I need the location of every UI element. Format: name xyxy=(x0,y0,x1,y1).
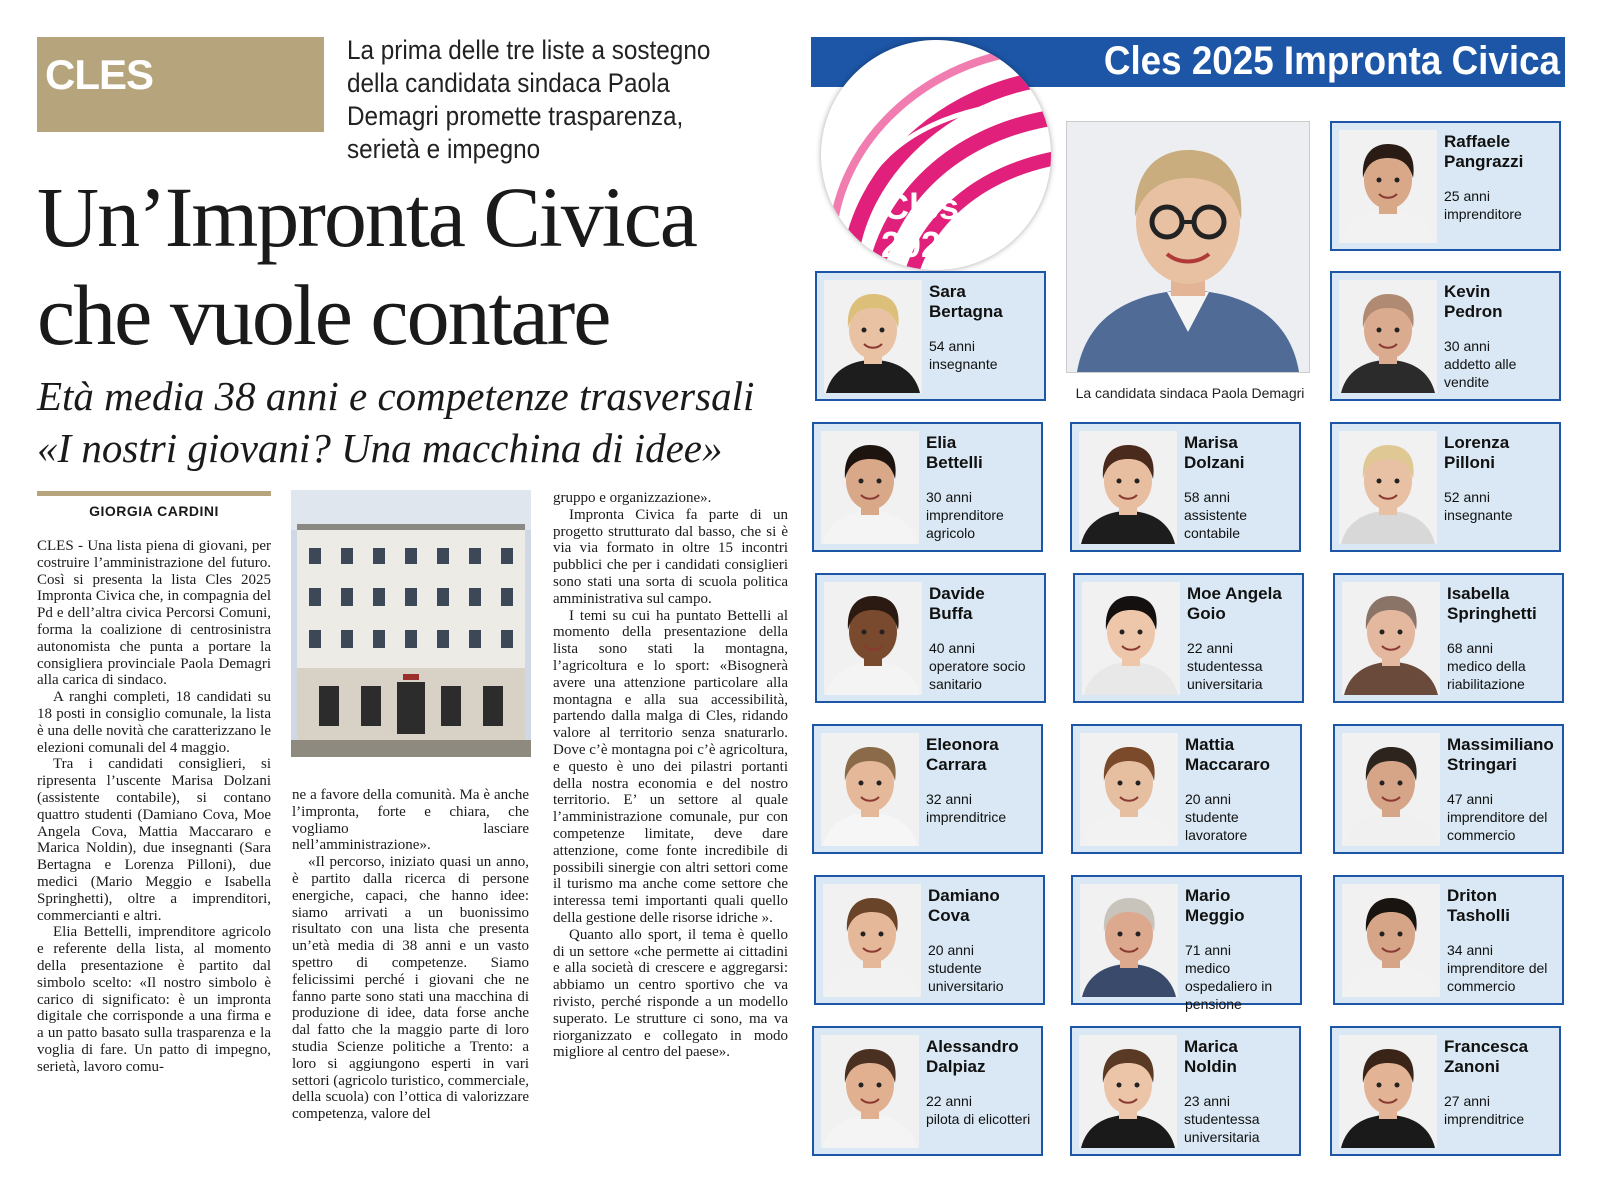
candidate-first-name: Damiano xyxy=(928,886,1000,905)
byline-rule xyxy=(37,491,271,496)
candidate-age: 47 anni xyxy=(1447,791,1493,807)
candidate-role: studentessa universitaria xyxy=(1187,658,1263,692)
article-paragraph: Tra i candidati consiglieri, si ripresenta l’uscente Marisa Dolzani (assistente contabile), si contano quattro studenti (Damiano Cova, Moe Angela Cova, Mattia Maccararo e Marica Noldin), due insegnanti (Sara Bertagna e Lorenza Pilloni), due medici (Mario Meggio e Isabella Springhetti), oltre a imprenditori, commercianti e altri. xyxy=(37,756,271,924)
candidate-first-name: Sara xyxy=(929,282,966,301)
candidate-card xyxy=(812,422,1043,552)
candidate-role: imprenditrice xyxy=(926,809,1007,825)
candidate-age: 58 anni xyxy=(1184,489,1230,505)
torn-edge-decoration xyxy=(37,118,324,134)
article-paragraph: «Il percorso, iniziato quasi un anno, è partito dalla ricerca di persone energiche, capaci, che hanno idee: siamo arrivati a un buonissimo risultato con una lista che presenta un’età media di 38 anni e un vasto spettro di competenze. Siamo felicissimi perché i giovani che ne fanno parte sono stati una macchina di produzione di idee, data forse anche dal fatto che la maggio parte di loro studia Scienze politiche a Trento: a loro si aggiungono esperti in vari settori (agricolo turistico, commerciale, della scuola) con l’ottica di valorizzare competenza, valore del xyxy=(292,854,529,1123)
candidate-name xyxy=(1184,1037,1302,1077)
candidate-first-name: Marica xyxy=(1184,1037,1238,1056)
candidate-name xyxy=(1187,584,1305,624)
candidate-age: 30 anni xyxy=(1444,338,1490,354)
candidate-first-name: Eleonora xyxy=(926,735,999,754)
candidate-last-name: Pilloni xyxy=(1444,453,1495,472)
candidate-name xyxy=(1447,584,1565,624)
candidate-portrait xyxy=(1339,130,1437,243)
candidate-first-name: Lorenza xyxy=(1444,433,1510,452)
candidate-card xyxy=(814,875,1045,1005)
candidate-age: 52 anni xyxy=(1444,489,1490,505)
candidate-card xyxy=(1333,573,1564,703)
candidate-age: 32 anni xyxy=(926,791,972,807)
candidate-age: 68 anni xyxy=(1447,640,1493,656)
candidate-card xyxy=(1333,875,1564,1005)
candidate-age: 22 anni xyxy=(1187,640,1233,656)
candidate-last-name: Cova xyxy=(928,906,970,925)
candidate-role: imprenditrice xyxy=(1444,1111,1525,1127)
candidate-role: medico ospedaliero in pensione xyxy=(1185,960,1273,1012)
candidate-card xyxy=(1071,724,1302,854)
banner-title: Cles 2025 Impronta Civica xyxy=(1103,39,1560,83)
candidate-role: imprenditore del commercio xyxy=(1447,809,1548,843)
article-paragraph: Elia Bettelli, imprenditore agricolo e referente della lista, al momento della presentazione è partito dal simbolo scelto: «Il nostro simbolo è carico di significato: è un impronta digitale che corrisponde a una firma e a un patto basato sulla trasparenza e la voglia di fare. Un patto di impegno, serietà, lavoro comu- xyxy=(37,924,271,1075)
candidate-portrait xyxy=(821,733,919,846)
candidate-last-name: Carrara xyxy=(926,755,987,774)
candidate-last-name: Meggio xyxy=(1185,906,1245,925)
candidate-first-name: Mattia xyxy=(1185,735,1235,754)
candidate-last-name: Bettelli xyxy=(926,453,983,472)
candidate-first-name: Moe Angela xyxy=(1187,584,1282,603)
candidate-name xyxy=(926,1037,1044,1077)
candidate-role: imprenditore del commercio xyxy=(1447,960,1548,994)
candidate-portrait xyxy=(824,280,922,393)
candidate-first-name: Massimiliano xyxy=(1447,735,1554,754)
logo-text xyxy=(821,188,1021,264)
section-tag-label: CLES xyxy=(45,51,154,98)
candidate-portrait xyxy=(1079,1035,1177,1148)
candidate-last-name: Pangrazzi xyxy=(1444,152,1524,171)
candidate-age: 25 anni xyxy=(1444,188,1490,204)
candidate-card xyxy=(1330,1026,1561,1156)
logo-line-1: Cles xyxy=(882,186,960,227)
candidate-name xyxy=(1447,886,1565,926)
candidate-portrait xyxy=(821,1035,919,1148)
article-paragraph: ne a favore della comunità. Ma è anche l’impronta, forte e chiara, che vogliamo lasciare nell’amministrazione». xyxy=(292,787,529,854)
candidate-role: imprenditore agricolo xyxy=(926,507,1004,541)
candidate-card xyxy=(1071,875,1302,1012)
candidate-age: 54 anni xyxy=(929,338,975,354)
candidate-name xyxy=(1444,132,1562,172)
candidate-last-name: Pedron xyxy=(1444,302,1503,321)
candidate-role: studentessa universitaria xyxy=(1184,1111,1260,1145)
mayor-portrait xyxy=(1066,121,1310,373)
article-paragraph: CLES - Una lista piena di giovani, per costruire l’amministrazione del futuro. Così si presenta la lista Cles 2025 Impronta Civica che, in compagnia del Pd e dell’altra civica Percorsi Comuni, forma la coalizione di centrosinistra autonomista che punta a portare la consigliera provinciale Paola Demagri alla carica di sindaco. xyxy=(37,538,271,689)
candidate-card xyxy=(1333,724,1564,854)
candidate-name xyxy=(1444,282,1562,322)
candidate-last-name: Springhetti xyxy=(1447,604,1537,623)
candidate-last-name: Buffa xyxy=(929,604,973,623)
town-hall-photo xyxy=(291,490,531,757)
candidate-portrait xyxy=(1339,1035,1437,1148)
candidate-name xyxy=(1185,886,1303,926)
candidate-role: medico della riabilitazione xyxy=(1447,658,1526,692)
candidate-role: studente lavoratore xyxy=(1185,809,1248,843)
candidate-last-name: Bertagna xyxy=(929,302,1003,321)
candidate-age: 20 anni xyxy=(1185,791,1231,807)
candidate-portrait xyxy=(1079,431,1177,544)
candidate-last-name: Noldin xyxy=(1184,1057,1237,1076)
candidate-card xyxy=(1070,1026,1301,1156)
candidate-name xyxy=(1185,735,1303,775)
candidate-last-name: Tasholli xyxy=(1447,906,1510,925)
candidate-role: assistente contabile xyxy=(1184,507,1248,541)
candidate-role: operatore socio sanitario xyxy=(929,658,1026,692)
candidate-portrait xyxy=(824,582,922,695)
logo-line-2: 2025 xyxy=(880,224,962,265)
candidate-portrait xyxy=(1342,733,1440,846)
candidate-first-name: Alessandro xyxy=(926,1037,1019,1056)
candidate-role: insegnante xyxy=(1444,507,1513,523)
candidate-name xyxy=(926,433,1044,473)
candidate-portrait xyxy=(821,431,919,544)
article-column-2 xyxy=(292,787,529,1123)
candidate-card xyxy=(815,271,1046,401)
subheadline-line-1: Età media 38 anni e competenze trasversali xyxy=(37,373,755,419)
candidate-first-name: Kevin xyxy=(1444,282,1491,301)
candidate-last-name: Maccararo xyxy=(1185,755,1271,774)
candidate-name xyxy=(1447,735,1565,775)
candidate-age: 27 anni xyxy=(1444,1093,1490,1109)
candidate-last-name: Dalpiaz xyxy=(926,1057,986,1076)
list-logo xyxy=(821,40,1051,270)
candidate-card xyxy=(812,724,1043,854)
candidate-role: imprenditore xyxy=(1444,206,1522,222)
article-paragraph: A ranghi completi, 18 candidati su 18 posti in consiglio comunale, la lista è una delle novità che caratterizzano le elezioni comunali del 4 maggio. xyxy=(37,689,271,756)
candidate-portrait xyxy=(1339,280,1437,393)
candidate-card xyxy=(1330,271,1561,401)
candidate-portrait xyxy=(1082,582,1180,695)
candidate-card xyxy=(812,1026,1043,1156)
candidate-name xyxy=(1184,433,1302,473)
article-column-3 xyxy=(553,490,788,1061)
article-paragraph: Quanto allo sport, il tema è quello di un settore «che permette ai cittadini e alla società di crescere e aggregarsi: abbiamo un centro sportivo che va rivisto, perché risponde a un modello superato. Le strutture ci sono, ma va riorganizzato e collegato in modo migliore al centro del paese». xyxy=(553,926,788,1061)
candidate-portrait xyxy=(1080,733,1178,846)
candidate-last-name: Stringari xyxy=(1447,755,1517,774)
subheadline xyxy=(37,370,837,474)
candidate-last-name: Zanoni xyxy=(1444,1057,1500,1076)
headline xyxy=(37,168,837,364)
candidate-card xyxy=(1073,573,1304,703)
headline-line-1: Un’Impronta Civica xyxy=(37,169,696,265)
candidate-name xyxy=(929,584,1047,624)
candidate-age: 30 anni xyxy=(926,489,972,505)
candidate-first-name: Francesca xyxy=(1444,1037,1529,1056)
candidate-age: 71 anni xyxy=(1185,942,1231,958)
candidate-first-name: Davide xyxy=(929,584,985,603)
article-paragraph: gruppo e organizzazione». xyxy=(553,490,712,506)
candidate-role: addetto alle vendite xyxy=(1444,356,1517,390)
candidate-age: 20 anni xyxy=(928,942,974,958)
article-column-1 xyxy=(37,538,271,1076)
candidate-card xyxy=(1070,422,1301,552)
article-paragraph: I temi su cui ha puntato Bettelli al momento della presentazione della lista sono stati la montagna, l’agricoltura e lo sport: «Bisognerà avere una attenzione particolare alla montagna e alla sua accessibilità, partendo dalla malga di Cles, ridando valore al territorio senza snaturarlo. Dove c’è montagna poi c’è agricoltura, e questo è uno dei pilastri portanti della nostra economia e del nostro territorio. E’ un settore al quale l’amministrazione comunale, pur con competenze limitate, deve dare attenzione, come fonte incredibile di possibili sinergie con altri settori come il turismo ma anche come settore che interessa temi importanti quali quello della gestione delle risorse idriche ». xyxy=(553,607,788,926)
byline: GIORGIA CARDINI xyxy=(89,503,219,519)
article-paragraph: Impronta Civica fa parte di un progetto strutturato dal basso, che si è via via formato in oltre 15 incontri pubblici che per i candidati consiglieri sono stati una sorta di scuola politica amministrativa sul campo. xyxy=(553,506,788,607)
candidate-card xyxy=(1330,422,1561,552)
headline-line-2: che vuole contare xyxy=(37,267,610,363)
candidate-name xyxy=(926,735,1044,775)
candidate-portrait xyxy=(823,884,921,997)
candidate-name xyxy=(1444,1037,1562,1077)
mayor-caption: La candidata sindaca Paola Demagri xyxy=(1075,385,1305,401)
candidate-portrait xyxy=(1342,884,1440,997)
candidate-card xyxy=(815,573,1046,703)
candidate-age: 22 anni xyxy=(926,1093,972,1109)
candidate-role: studente universitario xyxy=(928,960,1004,994)
candidate-portrait xyxy=(1080,884,1178,997)
mayor-portrait-image xyxy=(1067,122,1309,372)
candidate-card xyxy=(1330,121,1561,251)
candidate-last-name: Goio xyxy=(1187,604,1226,623)
candidate-age: 34 anni xyxy=(1447,942,1493,958)
subheadline-line-2: «I nostri giovani? Una macchina di idee» xyxy=(37,425,723,471)
candidate-first-name: Driton xyxy=(1447,886,1498,905)
candidate-first-name: Marisa xyxy=(1184,433,1238,452)
candidate-role: pilota di elicotteri xyxy=(926,1111,1031,1127)
candidate-name xyxy=(928,886,1046,926)
candidate-first-name: Mario xyxy=(1185,886,1231,905)
candidate-portrait xyxy=(1339,431,1437,544)
kicker-text: La prima delle tre liste a sostegno della candidata sindaca Paola Demagri promette trasparenza, serietà e impegno xyxy=(347,35,711,164)
candidate-first-name: Elia xyxy=(926,433,957,452)
candidate-name xyxy=(929,282,1047,322)
candidate-name xyxy=(1444,433,1562,473)
candidate-first-name: Isabella xyxy=(1447,584,1510,603)
candidate-role: insegnante xyxy=(929,356,998,372)
candidate-age: 40 anni xyxy=(929,640,975,656)
candidate-first-name: Raffaele xyxy=(1444,132,1511,151)
candidate-last-name: Dolzani xyxy=(1184,453,1245,472)
candidate-age: 23 anni xyxy=(1184,1093,1230,1109)
candidate-portrait xyxy=(1342,582,1440,695)
